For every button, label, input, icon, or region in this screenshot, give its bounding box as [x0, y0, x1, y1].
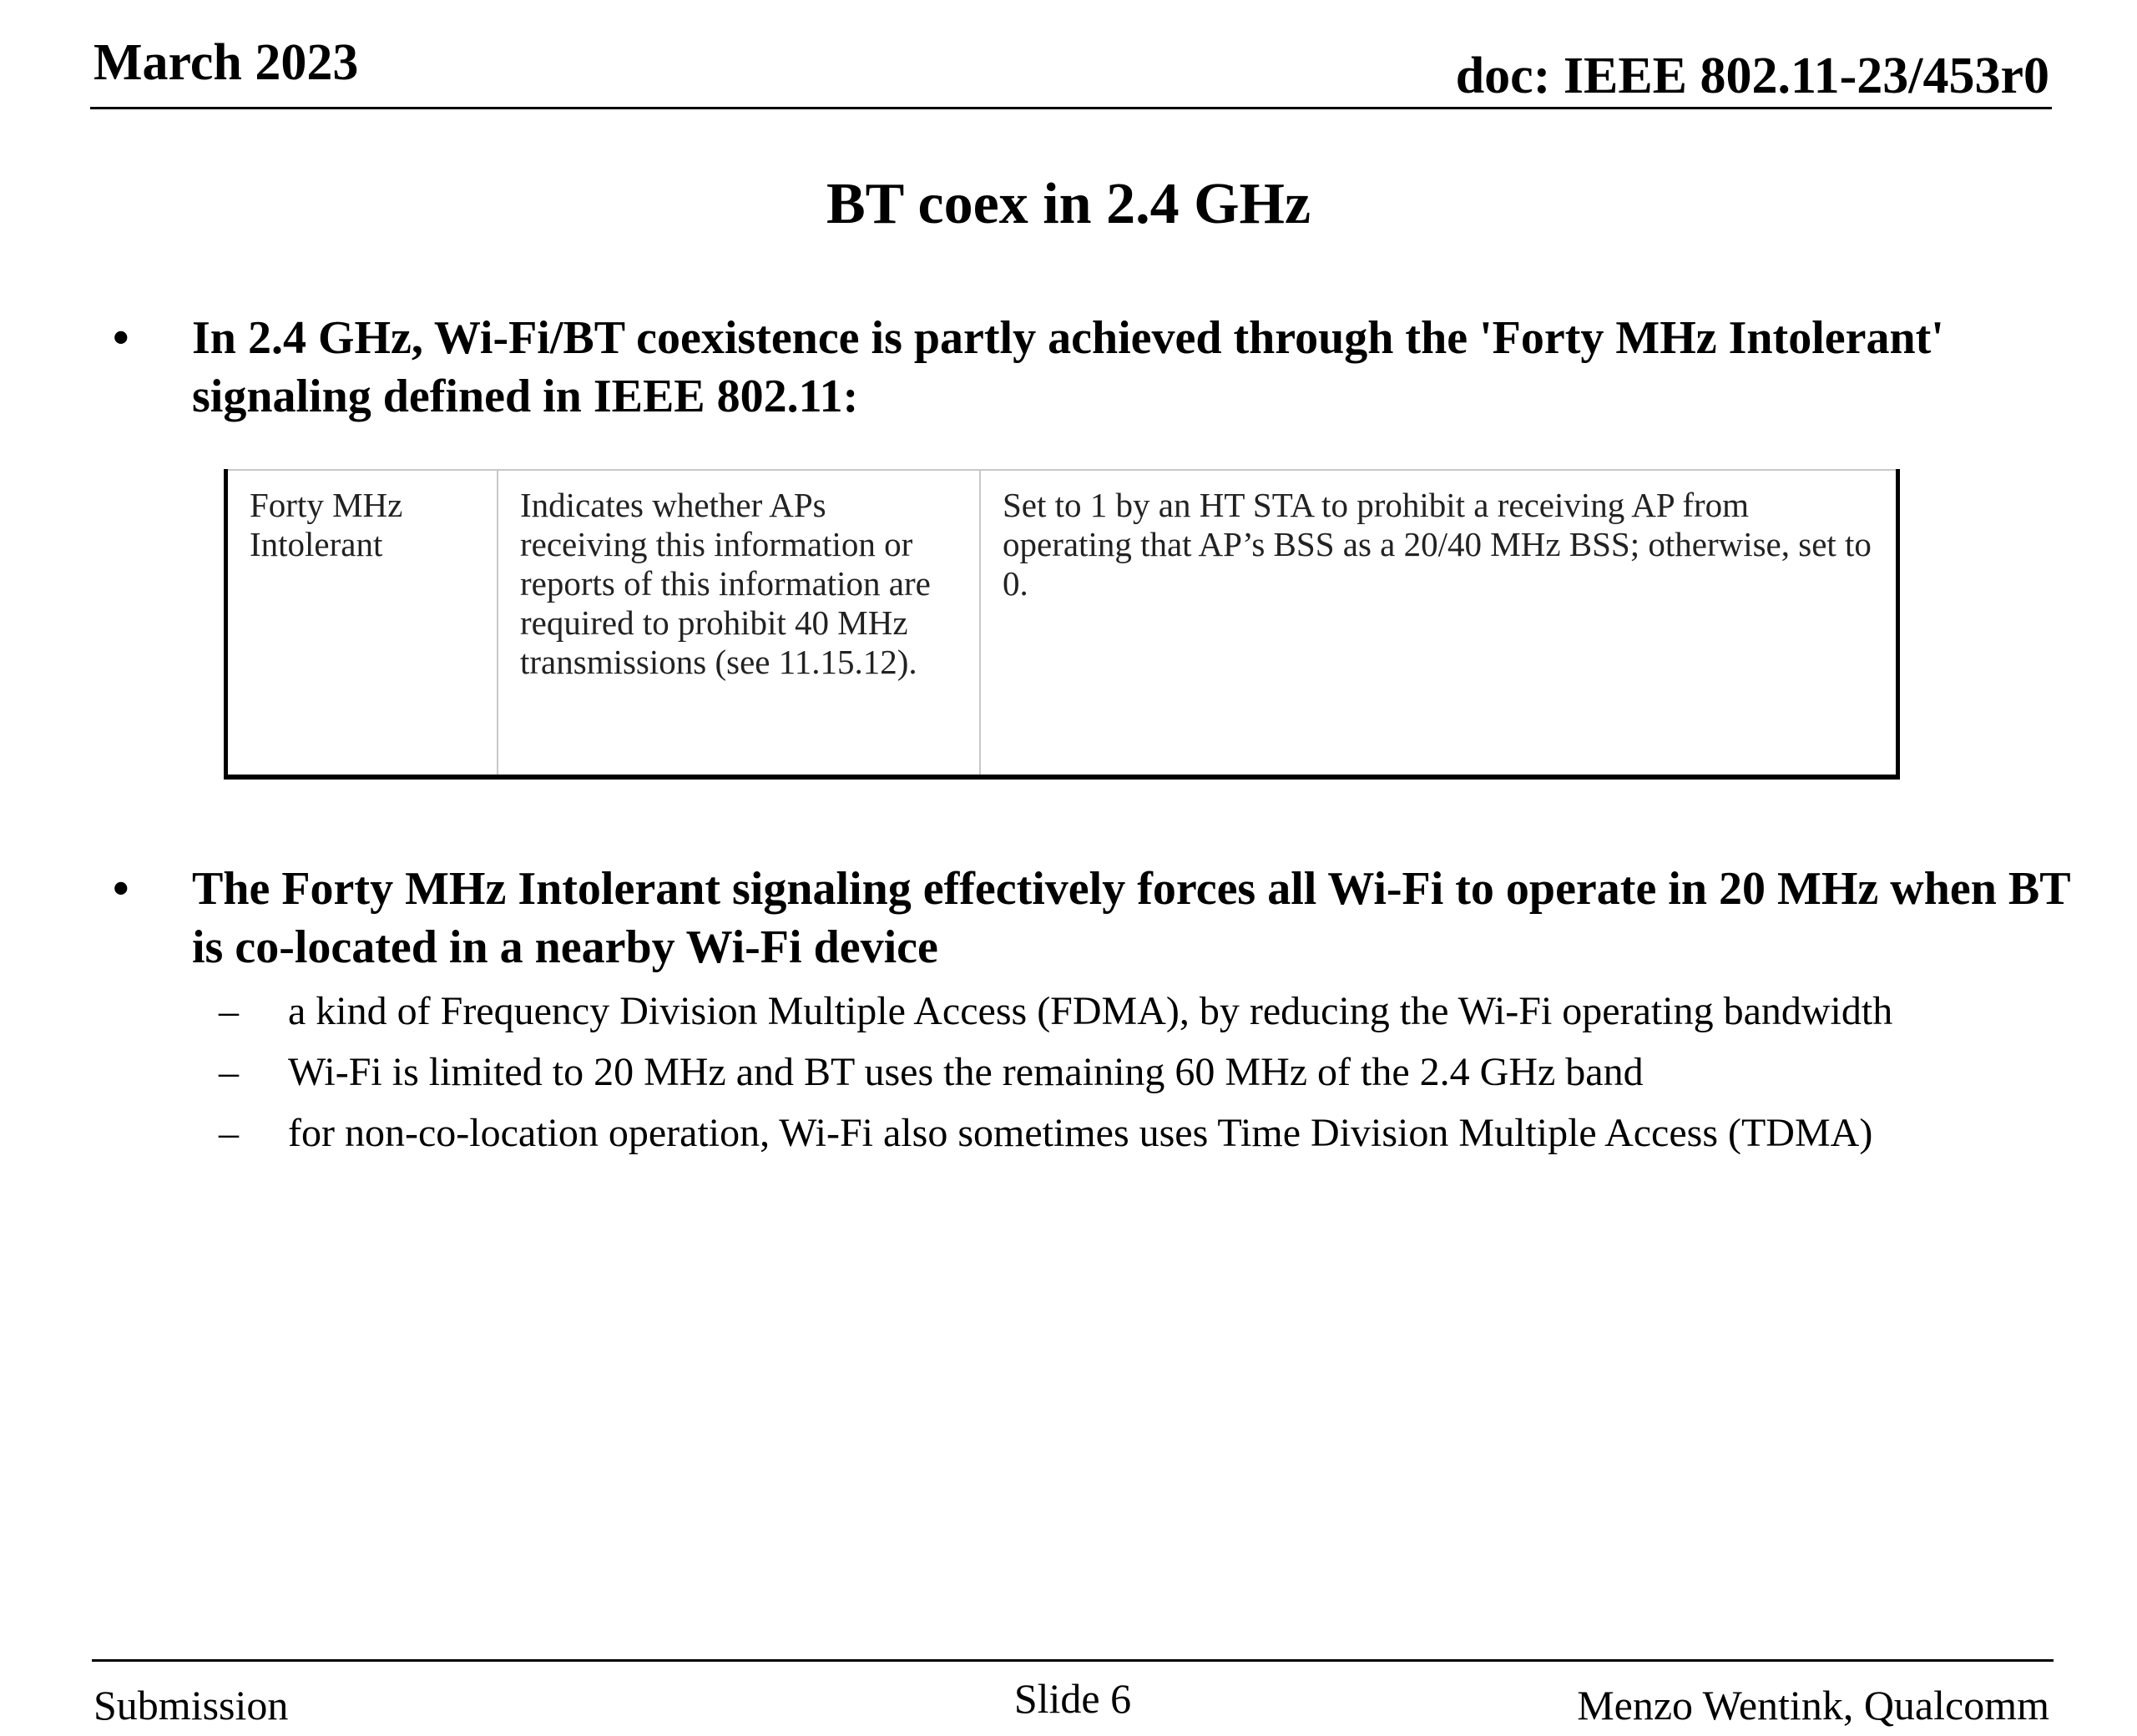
sub-bullet-marker-2: – — [219, 1050, 239, 1094]
footer-author: Menzo Wentink, Qualcomm — [1577, 1682, 2049, 1728]
table-row — [226, 470, 1898, 777]
footer-slide-number: Slide 6 — [1013, 1675, 1132, 1722]
slide-title: BT coex in 2.4 GHz — [826, 172, 1311, 236]
sub-bullet-text-1: a kind of Frequency Division Multiple Access (FDMA), by reducing the Wi-Fi operating bandwidth — [288, 989, 1893, 1033]
sub-bullet-text-2: Wi-Fi is limited to 20 MHz and BT uses the remaining 60 MHz of the 2.4 GHz band — [288, 1050, 1644, 1094]
bullet-marker-1: • — [113, 312, 129, 364]
header-date: March 2023 — [93, 34, 359, 91]
bullet-marker-2: • — [113, 863, 129, 915]
footer-divider — [92, 1659, 2054, 1662]
sub-bullet-marker-1: – — [219, 989, 239, 1033]
sub-bullet-marker-3: – — [219, 1111, 239, 1155]
table-cell-field: Forty MHz Intolerant — [226, 470, 498, 777]
footer-submission: Submission — [93, 1682, 289, 1728]
spec-table — [224, 469, 1900, 780]
header-divider — [90, 107, 2052, 109]
bullet-text-1: In 2.4 GHz, Wi-Fi/BT coexistence is partly achieved through the 'Forty MHz Intolerant' signaling defined in IEEE 802.11: — [192, 312, 1944, 422]
bullet-text-2: The Forty MHz Intolerant signaling effectively forces all Wi-Fi to operate in 20 MHz when BT is co-located in a nearby Wi-Fi device — [192, 863, 2070, 973]
header-doc-id: doc: IEEE 802.11-23/453r0 — [1455, 48, 2049, 104]
table-cell-definition: Indicates whether APs receiving this information or reports of this information are required to prohibit 40 MHz transmissions (see 11.15.12). — [498, 470, 980, 777]
sub-bullet-text-3: for non-co-location operation, Wi-Fi also sometimes uses Time Division Multiple Access (TDMA) — [288, 1111, 1873, 1155]
table-cell-encoding: Set to 1 by an HT STA to prohibit a receiving AP from operating that AP’s BSS as a 20/40 MHz BSS; otherwise, set to 0. — [980, 470, 1898, 777]
